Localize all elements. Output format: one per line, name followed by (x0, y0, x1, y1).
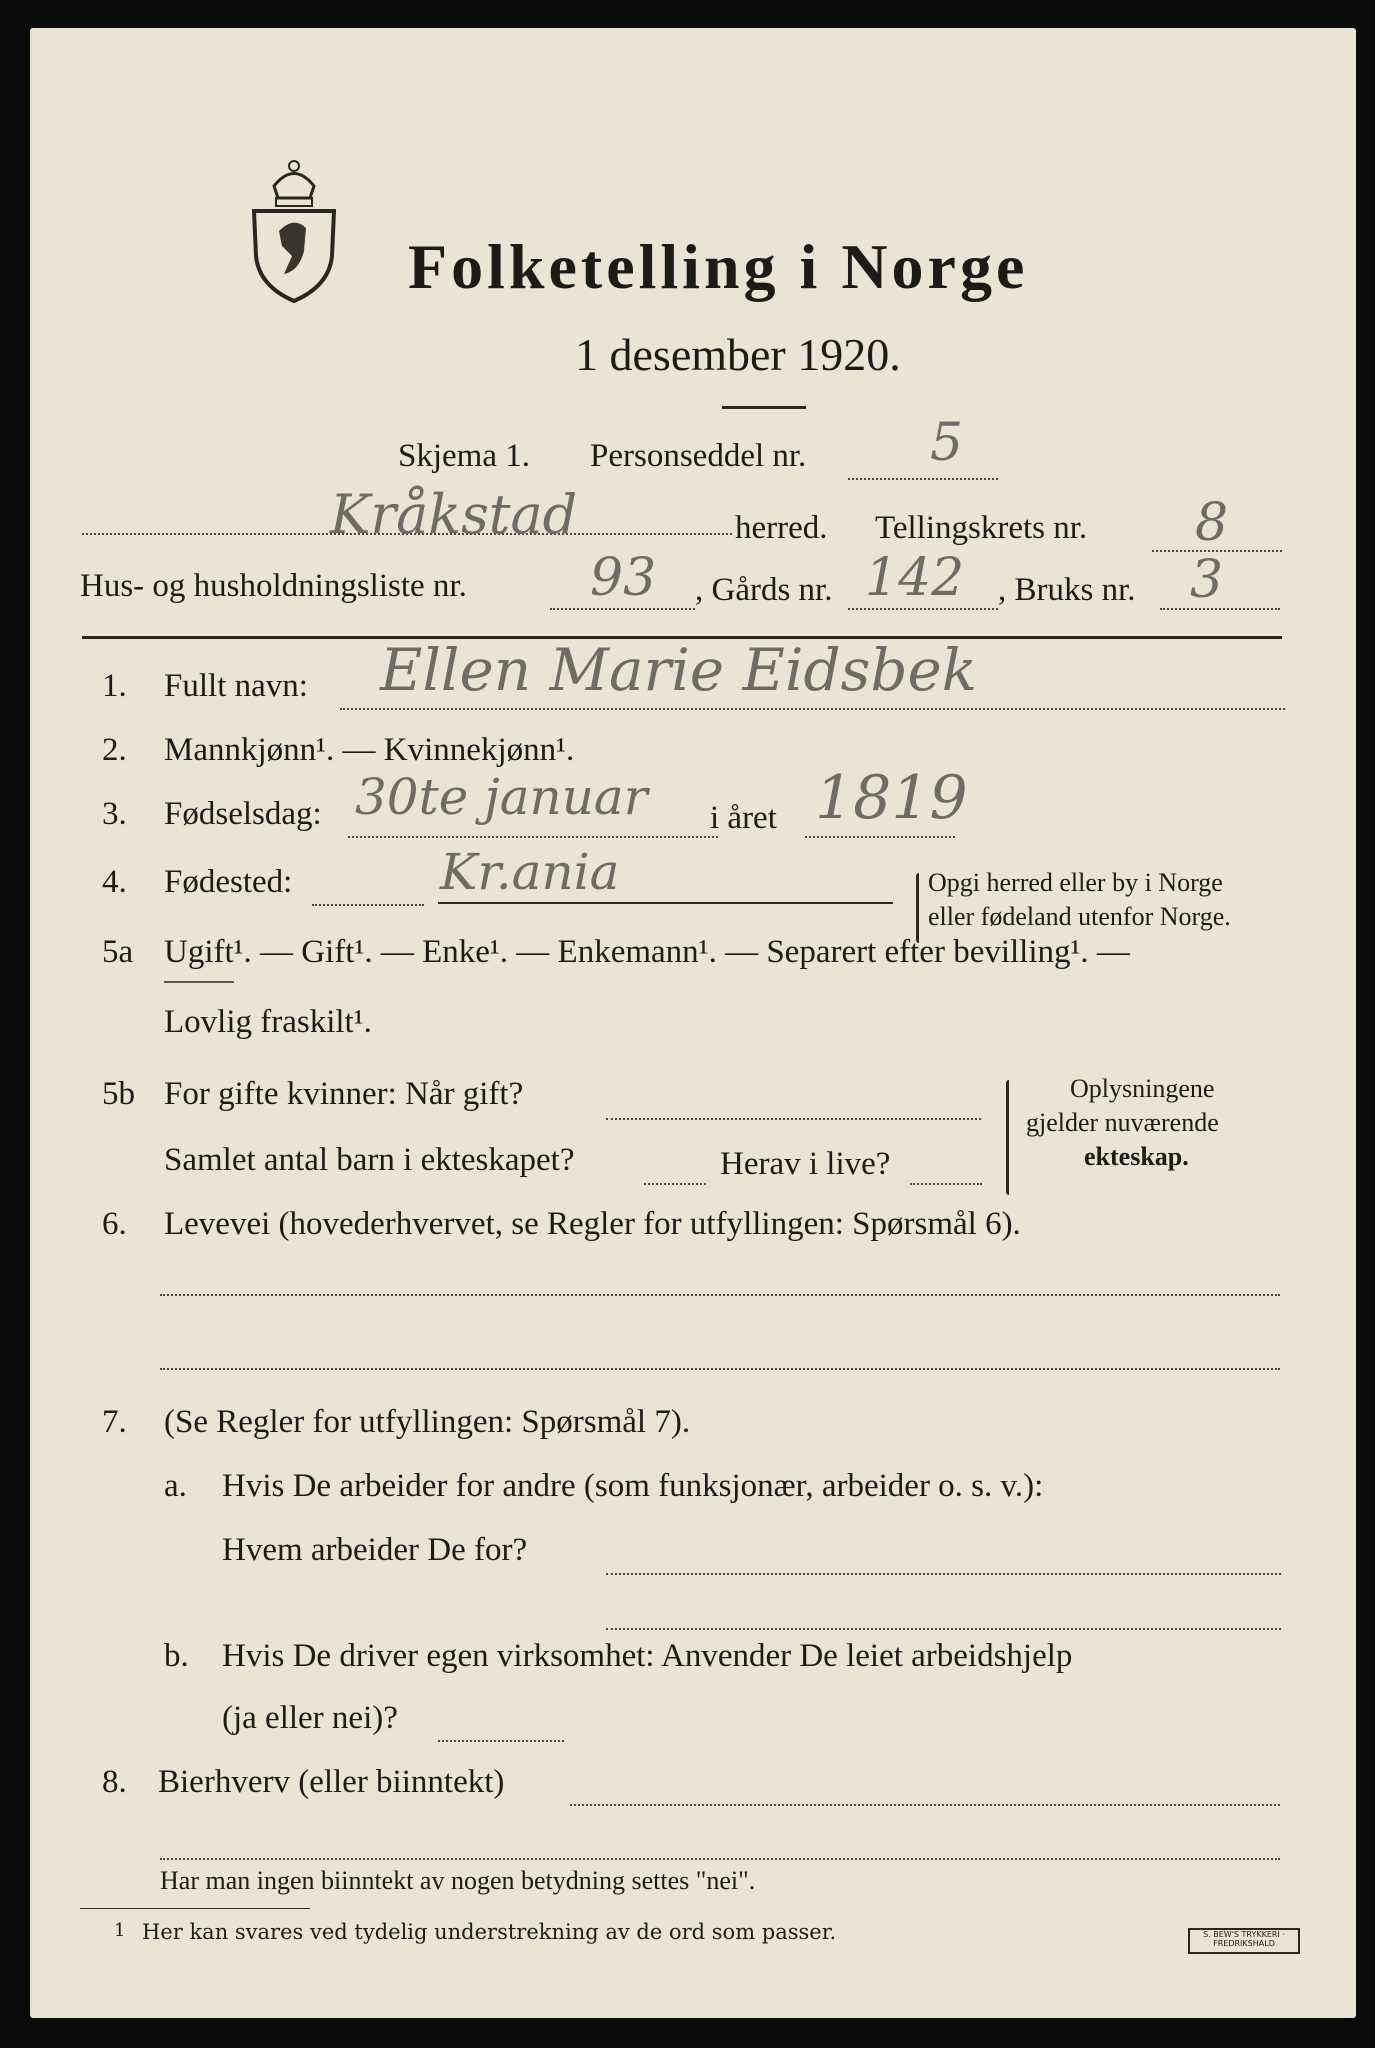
q7-number: 7. (102, 1404, 127, 1440)
census-form-page (30, 28, 1356, 2018)
q4-value[interactable]: Kr.ania (440, 843, 620, 901)
q7a-line-1 (606, 1573, 1281, 1575)
norway-coat-of-arms-icon (244, 156, 344, 306)
footnote-rule (80, 1908, 310, 1909)
q1-label: Fullt navn: (164, 668, 308, 704)
q7b-number: b. (164, 1638, 189, 1674)
q1-value[interactable]: Ellen Marie Eidsbek (380, 636, 977, 704)
q8-line-1 (570, 1804, 1280, 1806)
herred-label: herred. (735, 510, 828, 546)
herred-value[interactable]: Kråkstad (330, 483, 578, 546)
q5b-note-1: Oplysningene (1070, 1074, 1215, 1103)
q4-number: 4. (102, 864, 127, 900)
q5b-note-3: ekteskap. (1084, 1142, 1189, 1171)
q4-bracket (916, 873, 919, 943)
footnote-text: Her kan svares ved tydelig understrekning av de ord som passer. (142, 1920, 837, 1944)
q5b-line-2 (644, 1183, 706, 1185)
q5b-number: 5b (102, 1076, 135, 1112)
q8-note: Har man ingen biinntekt av nogen betydning settes "nei". (160, 1866, 756, 1895)
hus-label: Hus- og husholdningsliste nr. (80, 568, 467, 604)
q7a-number: a. (164, 1468, 187, 1504)
gards-value[interactable]: 142 (865, 548, 965, 608)
q7a-label: Hvis De arbeider for andre (som funksjonær, arbeider o. s. v.): (222, 1468, 1044, 1504)
q2-label: Mannkjønn¹. — Kvinnekjønn¹. (164, 732, 575, 768)
q2-number: 2. (102, 732, 127, 768)
q3-year-label: i året (710, 800, 777, 836)
q5a-underline-ugift[interactable] (164, 981, 234, 983)
q5a-number: 5a (102, 934, 134, 970)
q4-note-1: Opgi herred eller by i Norge (928, 868, 1223, 897)
q5b-label-2: Samlet antal barn i ekteskapet? (164, 1142, 575, 1178)
q6-number: 6. (102, 1206, 127, 1242)
q7b-label-2: (ja eller nei)? (222, 1700, 398, 1736)
q5b-line-1 (606, 1118, 981, 1120)
q7b-label: Hvis De driver egen virksomhet: Anvender De leiet arbeidshjelp (222, 1638, 1073, 1674)
q5b-note-2: gjelder nuværende (1026, 1108, 1219, 1137)
q8-number: 8. (102, 1764, 127, 1800)
personseddel-label: Personseddel nr. (590, 438, 807, 474)
q4-label: Fødested: (164, 864, 293, 900)
bruks-value[interactable]: 3 (1190, 550, 1224, 610)
q3-year-value[interactable]: 1819 (815, 763, 968, 833)
q1-line (340, 708, 1285, 710)
q8-label: Bierhverv (eller biinntekt) (158, 1764, 505, 1800)
q4-note-2: eller fødeland utenfor Norge. (928, 902, 1231, 931)
hus-value[interactable]: 93 (590, 548, 657, 608)
personseddel-value[interactable]: 5 (930, 413, 964, 473)
q3-year-line (805, 836, 955, 838)
personseddel-line (848, 478, 998, 480)
gards-label: , Gårds nr. (695, 572, 833, 608)
q4-line-a (312, 904, 424, 906)
q3-number: 3. (102, 796, 127, 832)
q5a-label-2: Lovlig fraskilt¹. (164, 1004, 372, 1040)
q6-line-2 (160, 1368, 1280, 1370)
hus-line (550, 608, 695, 610)
skjema-label: Skjema 1. (398, 438, 530, 474)
q3-value[interactable]: 30te januar (355, 768, 648, 826)
q6-label: Levevei (hovederhvervet, se Regler for utfyllingen: Spørsmål 6). (164, 1206, 1021, 1242)
q3-line (348, 836, 718, 838)
q5a-label: Ugift¹. — Gift¹. — Enke¹. — Enkemann¹. — Separert efter bevilling¹. — (164, 934, 1130, 970)
printer-stamp: S. BEW'S TRYKKERI · FREDRIKSHALD (1188, 1928, 1300, 1954)
bruks-label: , Bruks nr. (998, 572, 1136, 608)
tellingskrets-value[interactable]: 8 (1195, 493, 1229, 553)
q4-line-b (438, 902, 893, 904)
tellingskrets-label: Tellingskrets nr. (875, 510, 1088, 546)
q7b-line (438, 1740, 564, 1742)
q3-label: Fødselsdag: (164, 796, 322, 832)
footnote-mark: 1 (114, 1920, 126, 1941)
q6-line-1 (160, 1294, 1280, 1296)
q8-line-2 (160, 1858, 1280, 1860)
q5b-label-3: Herav i live? (720, 1146, 891, 1182)
q5b-bracket (1006, 1080, 1009, 1195)
q5b-line-3 (910, 1183, 982, 1185)
q7a-label-2: Hvem arbeider De for? (222, 1532, 528, 1568)
q7-label: (Se Regler for utfyllingen: Spørsmål 7). (164, 1404, 691, 1440)
q5b-label: For gifte kvinner: Når gift? (164, 1076, 524, 1112)
form-title: Folketelling i Norge (408, 231, 1029, 302)
title-divider (722, 406, 806, 409)
gards-line (848, 608, 998, 610)
q7a-line-2 (606, 1628, 1281, 1630)
q1-number: 1. (102, 668, 127, 704)
census-date: 1 desember 1920. (575, 329, 901, 380)
